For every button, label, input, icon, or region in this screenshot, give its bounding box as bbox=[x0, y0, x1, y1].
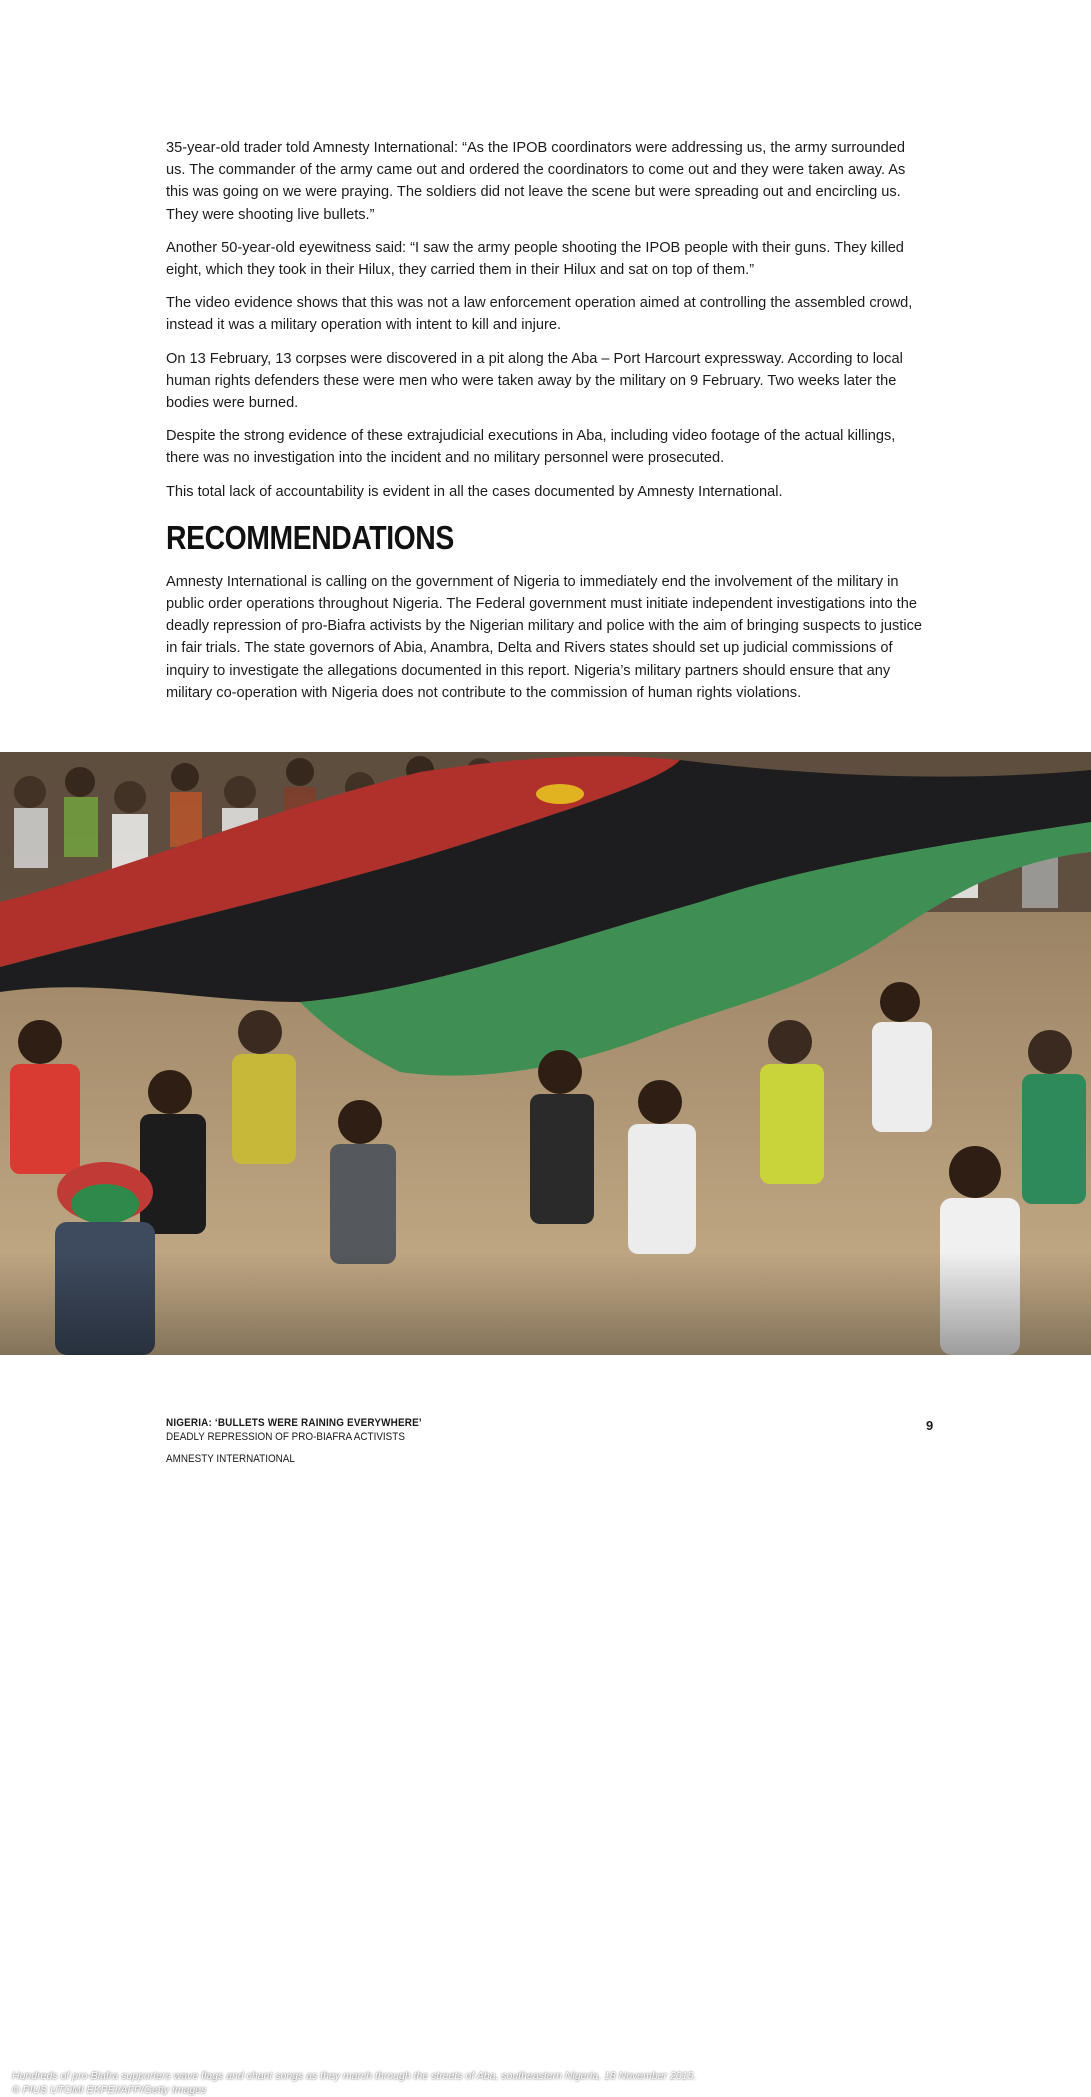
protest-photo-illustration bbox=[0, 752, 1091, 1355]
footer-report-title: NIGERIA: ‘BULLETS WERE RAINING EVERYWHERE’ bbox=[166, 1416, 859, 1430]
body-paragraph: On 13 February, 13 corpses were discovered in a pit along the Aba – Port Harcourt expressway. According to local human rights defenders these were men who were taken away by the military on 9 February. Two weeks later the bodies were burned. bbox=[166, 348, 926, 415]
protest-photo bbox=[0, 752, 1091, 1355]
photo-caption bbox=[12, 2070, 712, 2097]
body-paragraph: Despite the strong evidence of these extrajudicial executions in Aba, including video footage of the actual killings, there was no investigation into the incident and no military personnel were prosecuted. bbox=[166, 425, 926, 469]
footer-report-subtitle: DEADLY REPRESSION OF PRO-BIAFRA ACTIVISTS bbox=[166, 1430, 859, 1444]
section-heading: RECOMMENDATIONS bbox=[166, 519, 820, 557]
flag-rising-sun bbox=[536, 784, 584, 804]
photo-credit: © PIUS UTOMI EKPEI/AFP/Getty Images bbox=[12, 2084, 712, 2097]
recommendation-paragraph: Amnesty International is calling on the government of Nigeria to immediately end the involvement of the military in public order operations throughout Nigeria. The Federal government must initiate independent investigations into the deadly repression of pro-Biafra activists by the Nigerian military and police with the aim of bringing suspects to justice in fair trials. The state governors of Abia, Anambra, Delta and Rivers states should set up judicial commissions of inquiry to investigate the allegations documented in this report. Nigeria’s military partners should ensure that any military co-operation with Nigeria does not contribute to the commission of human rights violations. bbox=[166, 571, 926, 704]
page-number: 9 bbox=[926, 1418, 933, 1433]
body-paragraph: 35-year-old trader told Amnesty International: “As the IPOB coordinators were addressing us, the army surrounded us. The commander of the army came out and ordered the coordinators to come out and they were taken away. As this was going on we were praying. The soldiers did not leave the scene but were spreading out and encircling us. They were shooting live bullets.” bbox=[166, 137, 926, 226]
page-footer bbox=[166, 1416, 936, 1466]
photo-caption-text: Hundreds of pro-Biafra supporters wave flags and chant songs as they march through the streets of Aba, southeastern Nigeria, 18 November 2015. bbox=[12, 2070, 712, 2084]
body-paragraph: This total lack of accountability is evident in all the cases documented by Amnesty International. bbox=[166, 481, 926, 503]
article-body bbox=[166, 137, 926, 715]
body-paragraph: Another 50-year-old eyewitness said: “I saw the army people shooting the IPOB people with their guns. They killed eight, which they took in their Hilux, they carried them in their Hilux and sat on top of them.” bbox=[166, 237, 926, 281]
footer-organization: AMNESTY INTERNATIONAL bbox=[166, 1452, 859, 1466]
body-paragraph: The video evidence shows that this was not a law enforcement operation aimed at controlling the assembled crowd, instead it was a military operation with intent to kill and injure. bbox=[166, 292, 926, 336]
